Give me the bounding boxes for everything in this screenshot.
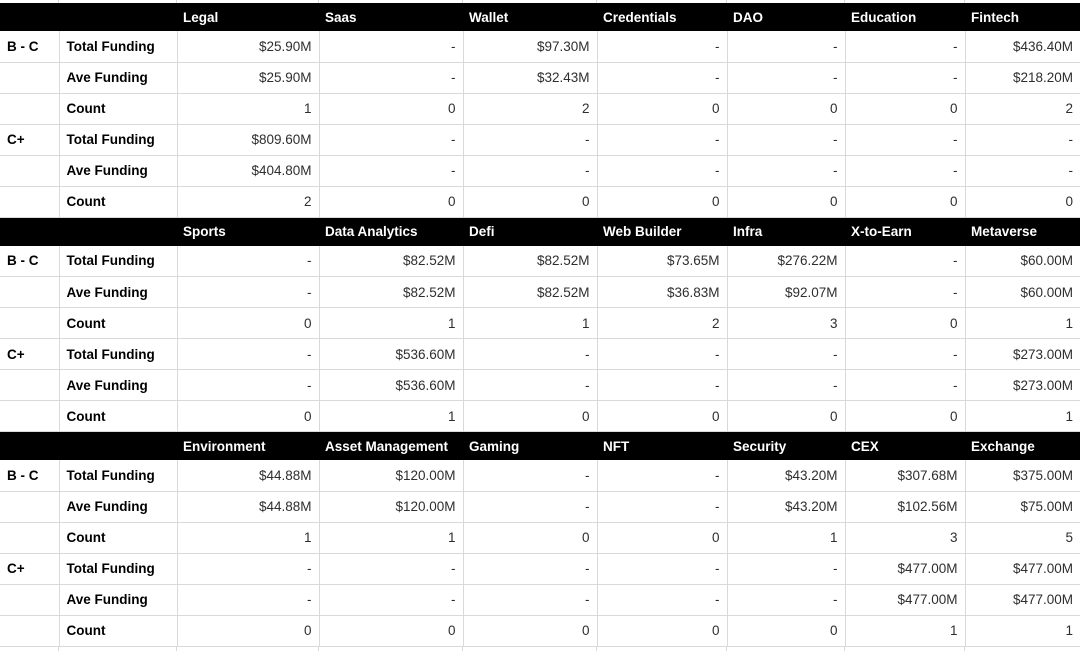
value-cell[interactable]: - [845, 277, 965, 308]
value-cell[interactable]: 1 [319, 401, 463, 432]
value-cell[interactable]: 1 [845, 615, 965, 646]
value-cell[interactable]: - [727, 584, 845, 615]
value-cell[interactable]: $82.52M [319, 277, 463, 308]
category-header: Credentials [597, 3, 727, 31]
category-header: Fintech [965, 3, 1080, 31]
value-cell[interactable]: - [319, 155, 463, 186]
value-cell[interactable]: - [177, 246, 319, 277]
value-cell[interactable]: 0 [177, 401, 319, 432]
table-row [0, 584, 1080, 615]
value-cell[interactable]: $477.00M [965, 584, 1080, 615]
value-cell[interactable]: - [845, 339, 965, 370]
value-cell[interactable]: 0 [727, 93, 845, 124]
partial-row-top [0, 0, 1080, 3]
value-cell[interactable]: $120.00M [319, 491, 463, 522]
category-header: Asset Management [319, 432, 463, 460]
row-group-label[interactable] [0, 186, 59, 217]
metric-label[interactable]: Ave Funding [59, 277, 177, 308]
category-header: X-to-Earn [845, 218, 965, 246]
value-cell[interactable]: - [177, 339, 319, 370]
value-cell[interactable]: - [597, 370, 727, 401]
table-row [0, 522, 1080, 553]
header-spacer-cell [0, 432, 59, 460]
row-group-label[interactable] [0, 308, 59, 339]
value-cell[interactable]: $43.20M [727, 491, 845, 522]
value-cell[interactable]: - [965, 124, 1080, 155]
value-cell[interactable]: $477.00M [965, 553, 1080, 584]
category-header: Data Analytics [319, 218, 463, 246]
category-header-row [0, 3, 1080, 31]
value-cell[interactable]: 0 [597, 186, 727, 217]
metric-label[interactable]: Count [59, 522, 177, 553]
value-cell[interactable]: 0 [965, 186, 1080, 217]
value-cell[interactable]: 0 [845, 186, 965, 217]
value-cell[interactable]: 0 [727, 186, 845, 217]
table-row [0, 553, 1080, 584]
table-row [0, 491, 1080, 522]
value-cell[interactable]: $92.07M [727, 277, 845, 308]
value-cell[interactable]: - [463, 584, 597, 615]
table-row [0, 62, 1080, 93]
value-cell[interactable]: $44.88M [177, 491, 319, 522]
table-row [0, 31, 1080, 62]
value-cell[interactable]: - [319, 62, 463, 93]
category-header-row [0, 218, 1080, 246]
partial-cell [59, 0, 177, 3]
value-cell[interactable]: 0 [463, 401, 597, 432]
value-cell[interactable]: 1 [177, 522, 319, 553]
table-row [0, 155, 1080, 186]
row-group-label[interactable]: B - C [0, 246, 59, 277]
value-cell[interactable]: - [727, 155, 845, 186]
category-header: Web Builder [597, 218, 727, 246]
partial-cell [0, 0, 59, 3]
value-cell[interactable]: $73.65M [597, 246, 727, 277]
value-cell[interactable]: - [463, 155, 597, 186]
header-spacer-cell [59, 432, 177, 460]
value-cell[interactable]: $218.20M [965, 62, 1080, 93]
metric-label[interactable]: Count [59, 401, 177, 432]
value-cell[interactable]: - [463, 370, 597, 401]
value-cell[interactable]: 0 [177, 308, 319, 339]
category-header: Legal [177, 3, 319, 31]
value-cell[interactable]: - [727, 339, 845, 370]
row-group-label[interactable] [0, 370, 59, 401]
table-row [0, 186, 1080, 217]
value-cell[interactable]: 1 [463, 308, 597, 339]
row-group-label[interactable] [0, 277, 59, 308]
category-header: Defi [463, 218, 597, 246]
row-group-label[interactable] [0, 522, 59, 553]
value-cell[interactable]: 2 [177, 186, 319, 217]
category-header: Saas [319, 3, 463, 31]
value-cell[interactable]: $404.80M [177, 155, 319, 186]
metric-label[interactable]: Count [59, 308, 177, 339]
value-cell[interactable]: 3 [845, 522, 965, 553]
value-cell[interactable]: - [597, 124, 727, 155]
value-cell[interactable]: 1 [319, 308, 463, 339]
value-cell[interactable]: 2 [597, 308, 727, 339]
value-cell[interactable]: - [727, 370, 845, 401]
value-cell[interactable]: - [463, 124, 597, 155]
value-cell[interactable]: - [597, 62, 727, 93]
partial-cell [319, 0, 463, 3]
row-group-label[interactable] [0, 62, 59, 93]
value-cell[interactable]: 0 [463, 522, 597, 553]
category-header: NFT [597, 432, 727, 460]
row-group-label[interactable] [0, 615, 59, 646]
category-header: Gaming [463, 432, 597, 460]
metric-label[interactable]: Total Funding [59, 31, 177, 62]
value-cell[interactable]: 0 [845, 401, 965, 432]
funding-table-section-2 [0, 218, 1080, 433]
value-cell[interactable]: $477.00M [845, 584, 965, 615]
category-header: Infra [727, 218, 845, 246]
value-cell[interactable]: - [845, 246, 965, 277]
value-cell[interactable]: $82.52M [319, 246, 463, 277]
partial-cell [463, 0, 597, 3]
value-cell[interactable]: - [597, 491, 727, 522]
header-spacer-cell [0, 3, 59, 31]
value-cell[interactable]: $102.56M [845, 491, 965, 522]
value-cell[interactable]: 0 [319, 186, 463, 217]
value-cell[interactable]: - [845, 124, 965, 155]
value-cell[interactable]: 0 [463, 615, 597, 646]
value-cell[interactable]: - [319, 553, 463, 584]
value-cell[interactable]: 0 [597, 401, 727, 432]
value-cell[interactable]: $82.52M [463, 246, 597, 277]
partial-cell [965, 0, 1080, 3]
value-cell[interactable]: $307.68M [845, 460, 965, 491]
row-group-label[interactable]: C+ [0, 553, 59, 584]
table-row [0, 93, 1080, 124]
metric-label[interactable]: Ave Funding [59, 584, 177, 615]
row-group-label[interactable] [0, 93, 59, 124]
row-group-label[interactable] [0, 584, 59, 615]
category-header: Security [727, 432, 845, 460]
value-cell[interactable]: 0 [727, 401, 845, 432]
table-row [0, 277, 1080, 308]
value-cell[interactable]: - [177, 553, 319, 584]
value-cell[interactable]: 3 [727, 308, 845, 339]
table-row [0, 460, 1080, 491]
value-cell[interactable]: $120.00M [319, 460, 463, 491]
row-group-label[interactable] [0, 491, 59, 522]
value-cell[interactable]: 2 [463, 93, 597, 124]
value-cell[interactable]: $276.22M [727, 246, 845, 277]
value-cell[interactable]: 5 [965, 522, 1080, 553]
header-spacer-cell [0, 218, 59, 246]
row-group-label[interactable]: B - C [0, 460, 59, 491]
value-cell[interactable]: $375.00M [965, 460, 1080, 491]
value-cell[interactable]: - [845, 31, 965, 62]
header-spacer-cell [59, 3, 177, 31]
row-group-label[interactable] [0, 155, 59, 186]
category-header: DAO [727, 3, 845, 31]
category-header: Wallet [463, 3, 597, 31]
metric-label[interactable]: Total Funding [59, 460, 177, 491]
value-cell[interactable]: $44.88M [177, 460, 319, 491]
funding-table-section-3 [0, 432, 1080, 647]
value-cell[interactable]: $809.60M [177, 124, 319, 155]
table-row [0, 308, 1080, 339]
category-header: CEX [845, 432, 965, 460]
metric-label[interactable]: Count [59, 186, 177, 217]
value-cell[interactable]: $82.52M [463, 277, 597, 308]
value-cell[interactable]: 0 [319, 93, 463, 124]
category-header: Metaverse [965, 218, 1080, 246]
value-cell[interactable]: - [177, 370, 319, 401]
metric-label[interactable]: Total Funding [59, 246, 177, 277]
value-cell[interactable]: $43.20M [727, 460, 845, 491]
row-group-label[interactable]: C+ [0, 124, 59, 155]
value-cell[interactable]: 0 [845, 308, 965, 339]
value-cell[interactable]: 0 [319, 615, 463, 646]
partial-cell [727, 0, 845, 3]
value-cell[interactable]: - [845, 370, 965, 401]
value-cell[interactable]: $25.90M [177, 62, 319, 93]
value-cell[interactable]: 1 [319, 522, 463, 553]
value-cell[interactable]: - [597, 553, 727, 584]
value-cell[interactable]: - [727, 553, 845, 584]
partial-cell [177, 0, 319, 3]
value-cell[interactable]: $536.60M [319, 370, 463, 401]
value-cell[interactable]: $273.00M [965, 370, 1080, 401]
table-row [0, 339, 1080, 370]
value-cell[interactable]: - [319, 124, 463, 155]
value-cell[interactable]: 0 [845, 93, 965, 124]
metric-label[interactable]: Ave Funding [59, 155, 177, 186]
value-cell[interactable]: $477.00M [845, 553, 965, 584]
category-header: Sports [177, 218, 319, 246]
value-cell[interactable]: - [727, 31, 845, 62]
value-cell[interactable]: 1 [965, 615, 1080, 646]
partial-cell [845, 0, 965, 3]
value-cell[interactable]: 1 [965, 308, 1080, 339]
metric-label[interactable]: Ave Funding [59, 491, 177, 522]
value-cell[interactable]: - [597, 460, 727, 491]
value-cell[interactable]: $36.83M [597, 277, 727, 308]
value-cell[interactable]: 1 [965, 401, 1080, 432]
value-cell[interactable]: $60.00M [965, 246, 1080, 277]
value-cell[interactable]: - [845, 62, 965, 93]
category-header: Environment [177, 432, 319, 460]
value-cell[interactable]: - [319, 31, 463, 62]
value-cell[interactable]: - [177, 277, 319, 308]
table-row [0, 246, 1080, 277]
value-cell[interactable]: - [319, 584, 463, 615]
value-cell[interactable]: - [463, 339, 597, 370]
metric-label[interactable]: Ave Funding [59, 62, 177, 93]
value-cell[interactable]: - [463, 553, 597, 584]
value-cell[interactable]: 0 [177, 615, 319, 646]
metric-label[interactable]: Ave Funding [59, 370, 177, 401]
table-row [0, 615, 1080, 646]
value-cell[interactable]: - [597, 584, 727, 615]
value-cell[interactable]: 0 [597, 615, 727, 646]
value-cell[interactable]: - [597, 339, 727, 370]
value-cell[interactable]: $273.00M [965, 339, 1080, 370]
metric-label[interactable]: Total Funding [59, 553, 177, 584]
table-row [0, 370, 1080, 401]
value-cell[interactable]: $60.00M [965, 277, 1080, 308]
value-cell[interactable]: - [463, 460, 597, 491]
value-cell[interactable]: - [177, 584, 319, 615]
value-cell[interactable]: $75.00M [965, 491, 1080, 522]
row-group-label[interactable]: B - C [0, 31, 59, 62]
metric-label[interactable]: Total Funding [59, 124, 177, 155]
value-cell[interactable]: - [727, 124, 845, 155]
metric-label[interactable]: Count [59, 615, 177, 646]
value-cell[interactable]: 0 [597, 93, 727, 124]
category-header: Education [845, 3, 965, 31]
table-row [0, 401, 1080, 432]
value-cell[interactable]: 2 [965, 93, 1080, 124]
value-cell[interactable]: $32.43M [463, 62, 597, 93]
category-header-row [0, 432, 1080, 460]
value-cell[interactable]: $25.90M [177, 31, 319, 62]
value-cell[interactable]: 0 [727, 615, 845, 646]
value-cell[interactable]: - [965, 155, 1080, 186]
metric-label[interactable]: Total Funding [59, 339, 177, 370]
value-cell[interactable]: $536.60M [319, 339, 463, 370]
value-cell[interactable]: 0 [463, 186, 597, 217]
funding-table-section-1 [0, 3, 1080, 218]
value-cell[interactable]: - [597, 155, 727, 186]
value-cell[interactable]: $436.40M [965, 31, 1080, 62]
value-cell[interactable]: - [597, 31, 727, 62]
value-cell[interactable]: 1 [727, 522, 845, 553]
value-cell[interactable]: - [845, 155, 965, 186]
funding-table-sections [0, 3, 1080, 647]
value-cell[interactable]: $97.30M [463, 31, 597, 62]
header-spacer-cell [59, 218, 177, 246]
value-cell[interactable]: 1 [177, 93, 319, 124]
value-cell[interactable]: - [463, 491, 597, 522]
value-cell[interactable]: - [727, 62, 845, 93]
metric-label[interactable]: Count [59, 93, 177, 124]
row-group-label[interactable]: C+ [0, 339, 59, 370]
row-group-label[interactable] [0, 401, 59, 432]
value-cell[interactable]: 0 [597, 522, 727, 553]
category-header: Exchange [965, 432, 1080, 460]
table-row [0, 124, 1080, 155]
partial-cell [597, 0, 727, 3]
